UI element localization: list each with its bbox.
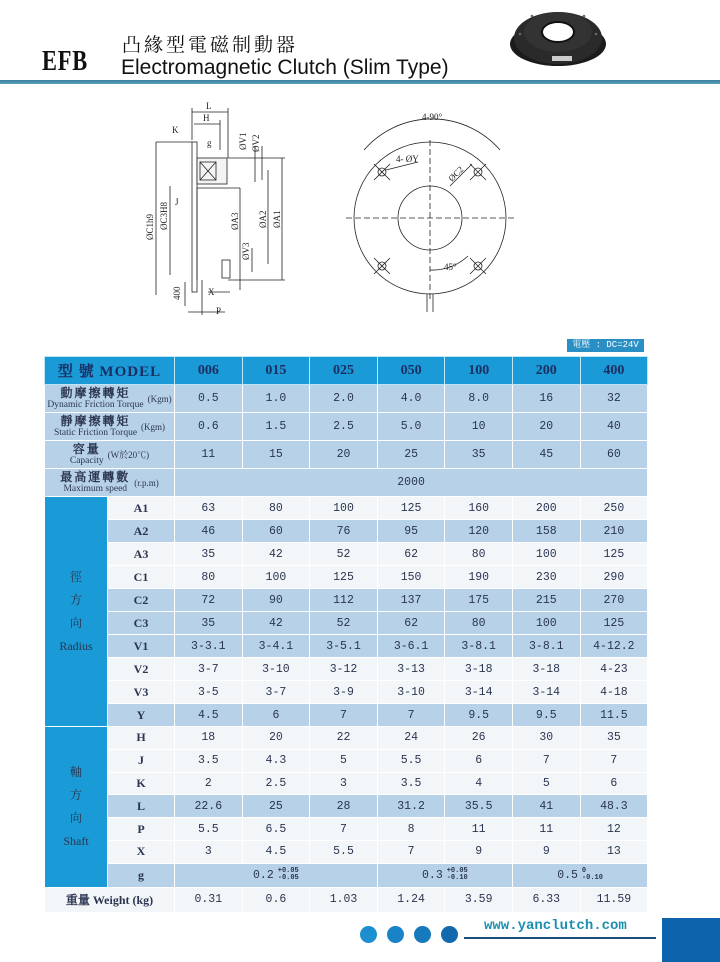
dimension-value: 3-7	[175, 658, 243, 681]
dimension-value: 80	[242, 497, 310, 520]
dimension-value: 22	[310, 727, 378, 750]
spec-unit: (W於20℃)	[107, 449, 150, 460]
dimension-value: 270	[580, 589, 648, 612]
spec-value: 2.5	[310, 413, 378, 441]
dimension-value: 5.5	[175, 818, 243, 841]
dimension-value: 11.5	[580, 704, 648, 727]
weight-value: 1.24	[377, 887, 445, 912]
dimension-value: 6	[580, 772, 648, 795]
dimension-value: 3-4.1	[242, 635, 310, 658]
g-tolerance-value	[175, 863, 378, 887]
dimension-value: 80	[445, 612, 513, 635]
spec-value: 1.0	[242, 385, 310, 413]
dimension-key: H	[108, 727, 175, 750]
dimension-value: 2.5	[242, 772, 310, 795]
dimension-key: Y	[108, 704, 175, 727]
dimension-value: 3-13	[377, 658, 445, 681]
spec-value: 2.0	[310, 385, 378, 413]
dimension-key: A2	[108, 520, 175, 543]
svg-text:ØV1: ØV1	[238, 132, 248, 150]
dimension-value: 100	[242, 566, 310, 589]
radius-row	[45, 635, 648, 658]
spec-label-en: Static Friction Torque	[53, 427, 138, 438]
dimension-key: V2	[108, 658, 175, 681]
tol-lower: -0.05	[277, 874, 299, 883]
dimension-value: 125	[580, 612, 648, 635]
dimension-value: 200	[512, 497, 580, 520]
radius-row	[45, 704, 648, 727]
weight-label: 重量 Weight (kg)	[45, 887, 175, 912]
g-tolerance-row	[45, 863, 648, 887]
footer-underline	[464, 937, 656, 939]
title-english: Electromagnetic Clutch (Slim Type)	[121, 56, 449, 79]
dimension-value: 3-7	[242, 681, 310, 704]
weight-value: 1.03	[310, 887, 378, 912]
footer-dot	[414, 926, 431, 943]
dimension-value: 25	[242, 795, 310, 818]
footer-dot	[360, 926, 377, 943]
dimension-value: 18	[175, 727, 243, 750]
dimension-value: 100	[310, 497, 378, 520]
svg-text:ØV3: ØV3	[241, 242, 251, 260]
dimension-value: 9.5	[512, 704, 580, 727]
dimension-key: K	[108, 772, 175, 795]
dimension-value: 9	[445, 840, 513, 863]
dimension-key: A1	[108, 497, 175, 520]
dimension-value: 24	[377, 727, 445, 750]
dimension-value: 35	[580, 727, 648, 750]
svg-text:45°: 45°	[444, 262, 457, 272]
model-header-label: 型 號 MODEL	[45, 357, 175, 385]
dimension-value: 6	[242, 704, 310, 727]
spec-label-cn: 容量	[72, 441, 101, 456]
weight-value: 3.59	[445, 887, 513, 912]
dimension-value: 3-5.1	[310, 635, 378, 658]
g-tolerance	[278, 868, 299, 882]
spec-row-label	[45, 441, 175, 469]
svg-text:ØC1h9: ØC1h9	[145, 213, 155, 240]
weight-row	[45, 887, 648, 912]
svg-text:4-90°: 4-90°	[422, 112, 443, 122]
dimension-value: 4-18	[580, 681, 648, 704]
website-link[interactable]: www.yanclutch.com	[484, 918, 627, 934]
weight-value: 11.59	[580, 887, 648, 912]
dimension-value: 8	[377, 818, 445, 841]
g-nominal: 0.2	[253, 869, 274, 883]
dimension-value: 3-3.1	[175, 635, 243, 658]
dimension-value: 12	[580, 818, 648, 841]
dimension-value: 137	[377, 589, 445, 612]
spec-value: 20	[512, 413, 580, 441]
dimension-value: 3-8.1	[512, 635, 580, 658]
spec-value: 40	[580, 413, 648, 441]
side-view-drawing	[145, 100, 310, 320]
spec-label-cn: 動摩擦轉矩	[60, 385, 131, 400]
dimension-value: 30	[512, 727, 580, 750]
spec-label-en: Dynamic Friction Torque	[47, 399, 144, 410]
dimension-value: 4.3	[242, 749, 310, 772]
dimension-value: 35	[175, 543, 243, 566]
model-column-header: 025	[310, 357, 378, 385]
spec-value: 4.0	[377, 385, 445, 413]
footer-dot	[441, 926, 458, 943]
dimension-value: 13	[580, 840, 648, 863]
dimension-value: 3-5	[175, 681, 243, 704]
spec-value: 20	[310, 441, 378, 469]
dimension-value: 95	[377, 520, 445, 543]
spec-row	[45, 469, 648, 497]
weight-value: 0.6	[242, 887, 310, 912]
model-code: EFB	[42, 46, 88, 77]
svg-text:H: H	[203, 113, 210, 123]
dimension-value: 9.5	[445, 704, 513, 727]
voltage-badge: 電壓 : DC=24V	[567, 339, 644, 352]
radius-row	[45, 520, 648, 543]
spec-value: 25	[377, 441, 445, 469]
dimension-value: 62	[377, 612, 445, 635]
svg-text:ØC3H8: ØC3H8	[159, 201, 169, 230]
radius-row	[45, 589, 648, 612]
spec-value: 16	[512, 385, 580, 413]
dimension-value: 5.5	[310, 840, 378, 863]
dimension-value: 150	[377, 566, 445, 589]
model-column-header: 100	[445, 357, 513, 385]
dimension-key: V1	[108, 635, 175, 658]
dimension-value: 190	[445, 566, 513, 589]
group-label-char: 方	[69, 787, 82, 802]
dimension-value: 42	[242, 612, 310, 635]
dimension-value: 3-18	[512, 658, 580, 681]
dimension-value: 100	[512, 543, 580, 566]
dimension-value: 31.2	[377, 795, 445, 818]
dimension-key: V3	[108, 681, 175, 704]
dimension-value: 90	[242, 589, 310, 612]
dimension-value: 72	[175, 589, 243, 612]
radius-row	[45, 658, 648, 681]
g-tolerance	[447, 868, 468, 882]
dimension-value: 60	[242, 520, 310, 543]
dimension-value: 7	[580, 749, 648, 772]
shaft-group-label	[45, 727, 108, 888]
dimension-value: 22.6	[175, 795, 243, 818]
dimension-value: 3-14	[445, 681, 513, 704]
dimension-value: 7	[512, 749, 580, 772]
spec-unit: (r.p.m)	[134, 477, 159, 488]
group-label-char: 方	[69, 592, 82, 607]
dimension-value: 52	[310, 612, 378, 635]
group-label-char: 徑	[69, 569, 82, 584]
tol-upper: 0	[581, 867, 587, 876]
g-nominal: 0.3	[422, 869, 443, 883]
dimension-value: 3-6.1	[377, 635, 445, 658]
group-label-en: Shaft	[63, 833, 89, 848]
dimension-value: 100	[512, 612, 580, 635]
dimension-key: C1	[108, 566, 175, 589]
dimension-value: 76	[310, 520, 378, 543]
spec-value-shared: 2000	[175, 469, 648, 497]
dimension-key: C3	[108, 612, 175, 635]
dimension-value: 5.5	[377, 749, 445, 772]
svg-text:ØA3: ØA3	[230, 212, 240, 230]
dimension-key: A3	[108, 543, 175, 566]
dimension-value: 230	[512, 566, 580, 589]
model-column-header: 200	[512, 357, 580, 385]
header-divider	[0, 80, 720, 84]
radius-row	[45, 566, 648, 589]
dimension-value: 42	[242, 543, 310, 566]
spec-value: 15	[242, 441, 310, 469]
svg-text:P: P	[216, 306, 222, 316]
dimension-value: 175	[445, 589, 513, 612]
front-view-drawing	[330, 100, 530, 320]
spec-label-en: Maximum speed	[63, 483, 128, 494]
svg-text:X: X	[208, 287, 215, 297]
dimension-value: 3-8.1	[445, 635, 513, 658]
dimension-value: 210	[580, 520, 648, 543]
tol-lower: -0.10	[446, 874, 468, 883]
radius-group-label	[45, 497, 108, 727]
dimension-value: 7	[377, 704, 445, 727]
dimension-value: 11	[445, 818, 513, 841]
spec-value: 60	[580, 441, 648, 469]
dimension-value: 2	[175, 772, 243, 795]
group-label-char: 向	[69, 810, 82, 825]
spec-label-en: Capacity	[69, 455, 104, 466]
radius-row	[45, 681, 648, 704]
dimension-value: 215	[512, 589, 580, 612]
spec-table	[44, 356, 648, 913]
dimension-value: 290	[580, 566, 648, 589]
spec-row	[45, 385, 648, 413]
spec-unit: (Kgm)	[141, 421, 166, 432]
svg-text:L: L	[206, 101, 212, 111]
dimension-value: 4	[445, 772, 513, 795]
group-label-en: Radius	[59, 638, 93, 653]
spec-value: 35	[445, 441, 513, 469]
dimension-value: 9	[512, 840, 580, 863]
dimension-value: 125	[580, 543, 648, 566]
dimension-value: 11	[512, 818, 580, 841]
product-photo	[508, 4, 608, 70]
model-column-header: 400	[580, 357, 648, 385]
spec-label-cn: 靜摩擦轉矩	[60, 413, 131, 428]
svg-text:J: J	[175, 197, 179, 207]
dimension-value: 158	[512, 520, 580, 543]
dimension-value: 3-9	[310, 681, 378, 704]
shaft-row	[45, 818, 648, 841]
spec-row	[45, 441, 648, 469]
dimension-value: 7	[377, 840, 445, 863]
dimension-value: 4.5	[175, 704, 243, 727]
model-header-row	[45, 357, 648, 385]
dimension-value: 41	[512, 795, 580, 818]
spec-value: 1.5	[242, 413, 310, 441]
spec-value: 11	[175, 441, 243, 469]
dimension-value: 112	[310, 589, 378, 612]
weight-value: 6.33	[512, 887, 580, 912]
dimension-key: C2	[108, 589, 175, 612]
dimension-key: L	[108, 795, 175, 818]
spec-value: 8.0	[445, 385, 513, 413]
dimension-key: J	[108, 749, 175, 772]
spec-label-cn: 最高運轉數	[60, 469, 131, 484]
dimension-key: X	[108, 840, 175, 863]
dimension-value: 125	[377, 497, 445, 520]
dimension-value: 4.5	[242, 840, 310, 863]
model-column-header: 050	[377, 357, 445, 385]
dimension-value: 3-12	[310, 658, 378, 681]
dimension-value: 125	[310, 566, 378, 589]
radius-row	[45, 543, 648, 566]
dimension-value: 80	[445, 543, 513, 566]
shaft-row	[45, 772, 648, 795]
footer-dots	[360, 926, 458, 942]
spec-row-label	[45, 469, 175, 497]
svg-text:ØA2: ØA2	[258, 210, 268, 228]
svg-text:K: K	[172, 125, 179, 135]
dimension-value: 80	[175, 566, 243, 589]
dimension-key: P	[108, 818, 175, 841]
dimension-value: 6.5	[242, 818, 310, 841]
dimension-value: 3	[310, 772, 378, 795]
spec-value: 0.5	[175, 385, 243, 413]
model-column-header: 015	[242, 357, 310, 385]
dimension-value: 28	[310, 795, 378, 818]
footer-color-block	[662, 918, 720, 962]
tol-lower: -0.10	[581, 874, 603, 883]
shaft-row	[45, 727, 648, 750]
dimension-value: 3.5	[377, 772, 445, 795]
spec-row	[45, 413, 648, 441]
group-label-char: 向	[69, 615, 82, 630]
radius-row	[45, 497, 648, 520]
spec-row-label	[45, 385, 175, 413]
dimension-value: 20	[242, 727, 310, 750]
svg-text:ØC2: ØC2	[446, 164, 466, 184]
dimension-value: 35.5	[445, 795, 513, 818]
dimension-value: 6	[445, 749, 513, 772]
dimension-value: 3.5	[175, 749, 243, 772]
dimension-value: 250	[580, 497, 648, 520]
svg-text:ØV2: ØV2	[251, 134, 261, 152]
spec-value: 5.0	[377, 413, 445, 441]
spec-row-label	[45, 413, 175, 441]
dimension-value: 160	[445, 497, 513, 520]
spec-value: 10	[445, 413, 513, 441]
dimension-value: 5	[310, 749, 378, 772]
dimension-value: 62	[377, 543, 445, 566]
svg-text:400: 400	[172, 286, 182, 300]
dimension-value: 120	[445, 520, 513, 543]
dimension-value: 4-12.2	[580, 635, 648, 658]
spec-value: 45	[512, 441, 580, 469]
spec-value: 32	[580, 385, 648, 413]
title-chinese: 凸緣型電磁制動器	[122, 34, 299, 56]
tol-upper: +0.05	[446, 867, 468, 876]
dimension-value: 52	[310, 543, 378, 566]
shaft-row	[45, 795, 648, 818]
g-tolerance-value	[512, 863, 647, 887]
dimension-value: 35	[175, 612, 243, 635]
dimension-value: 3-10	[242, 658, 310, 681]
spec-unit: (Kgm)	[147, 393, 172, 404]
weight-value: 0.31	[175, 887, 243, 912]
dimension-value: 5	[512, 772, 580, 795]
spec-value: 0.6	[175, 413, 243, 441]
shaft-row	[45, 840, 648, 863]
dimension-value: 7	[310, 704, 378, 727]
dimension-value: 26	[445, 727, 513, 750]
g-nominal: 0.5	[557, 869, 578, 883]
svg-text:g: g	[207, 138, 212, 148]
shaft-row	[45, 749, 648, 772]
radius-row	[45, 612, 648, 635]
dimension-value: 63	[175, 497, 243, 520]
dimension-value: 3	[175, 840, 243, 863]
dimension-value: 7	[310, 818, 378, 841]
dimension-value: 3-10	[377, 681, 445, 704]
dimension-value: 3-18	[445, 658, 513, 681]
dimension-value: 4-23	[580, 658, 648, 681]
group-label-char: 軸	[69, 764, 82, 779]
dimension-value: 48.3	[580, 795, 648, 818]
footer-dot	[387, 926, 404, 943]
dimension-key: g	[108, 863, 175, 887]
svg-text:4- ØY: 4- ØY	[396, 154, 419, 164]
dimension-value: 3-14	[512, 681, 580, 704]
model-column-header: 006	[175, 357, 243, 385]
g-tolerance-value	[377, 863, 512, 887]
g-tolerance	[582, 868, 603, 882]
dimension-value: 46	[175, 520, 243, 543]
tol-upper: +0.05	[277, 867, 299, 876]
svg-text:ØA1: ØA1	[272, 210, 282, 228]
